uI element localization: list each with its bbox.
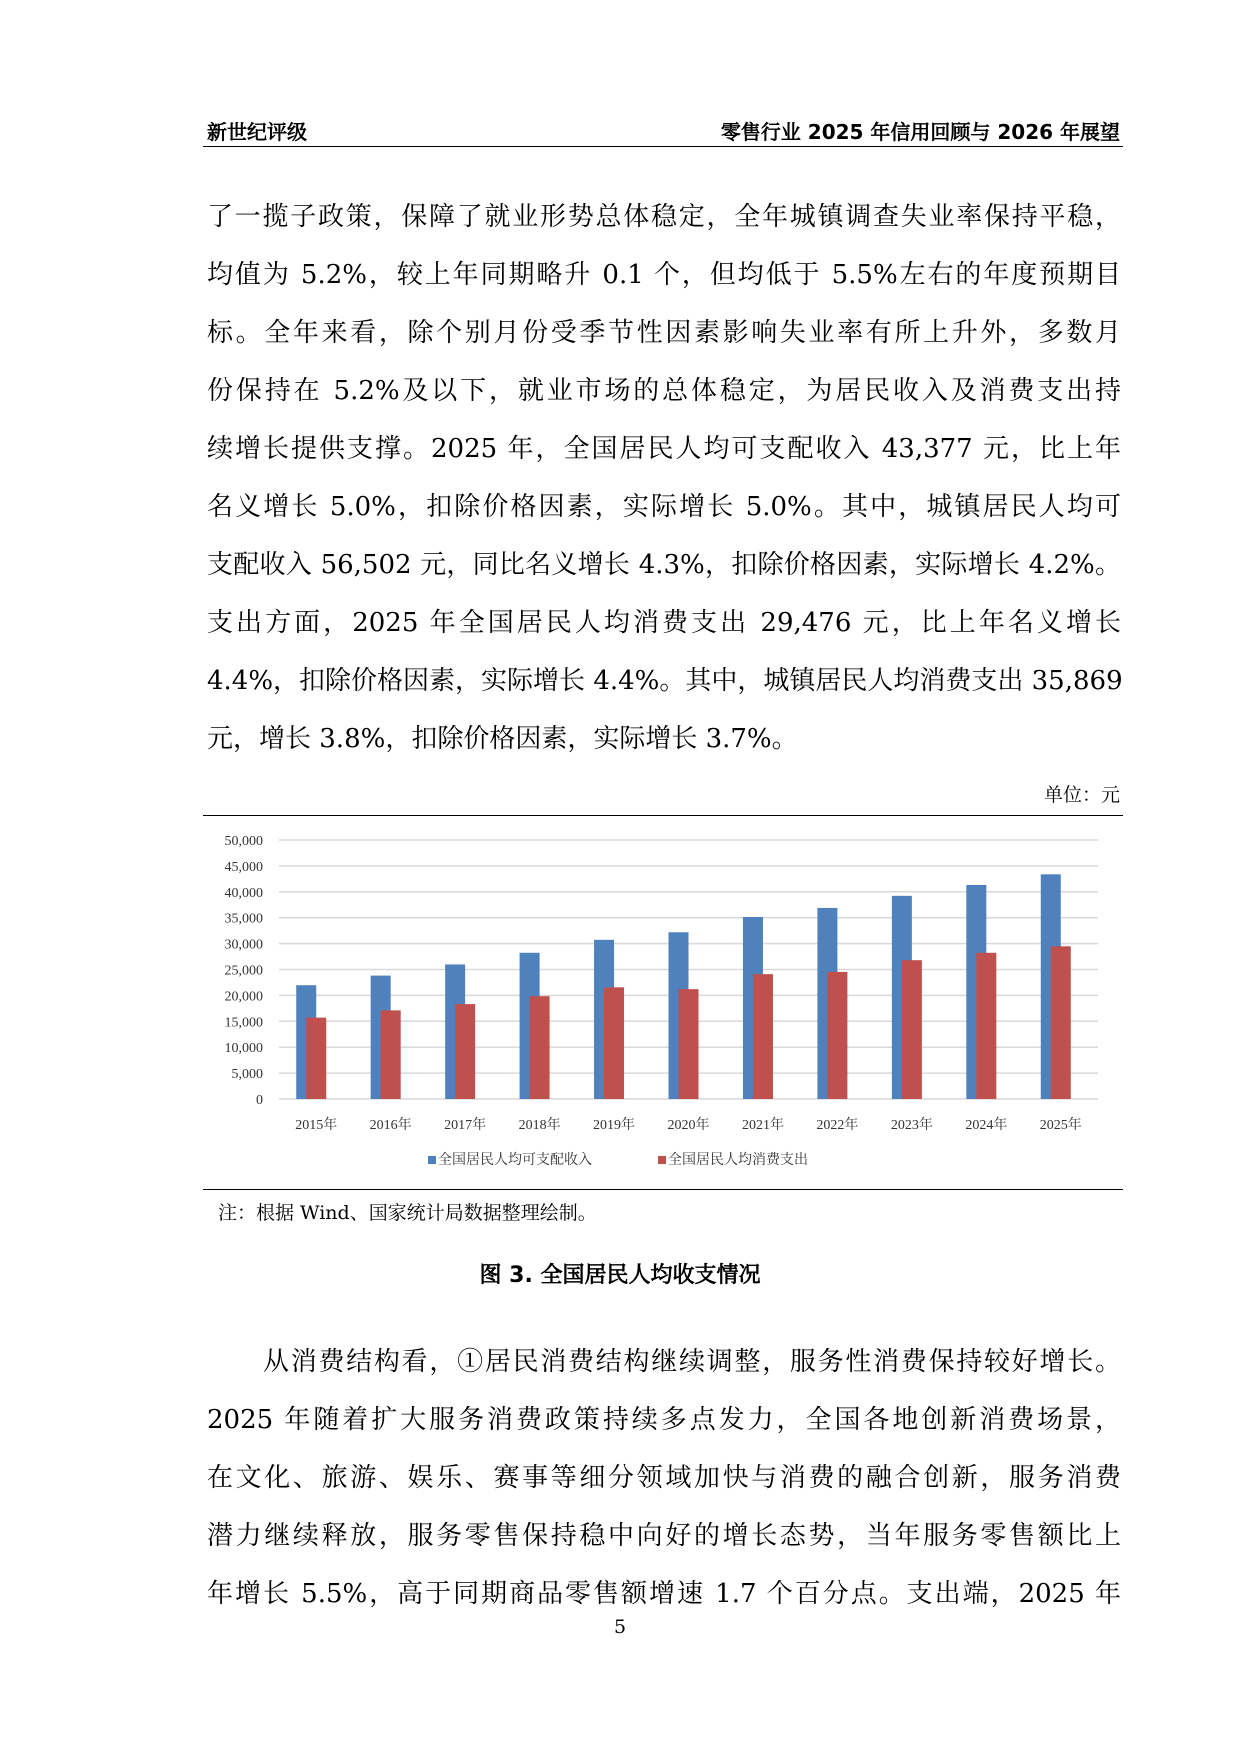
y-tick-label: 25,000 (224, 963, 263, 979)
y-tick-label: 20,000 (224, 989, 263, 1005)
expense-bar (306, 1018, 326, 1099)
x-tick-label: 2023年 (890, 1118, 933, 1133)
figure-caption: 图 3. 全国居民人均收支情况 (479, 1263, 761, 1288)
legend-swatch (428, 1156, 436, 1164)
x-tick-label: 2024年 (965, 1118, 1008, 1133)
y-tick-label: 30,000 (224, 937, 263, 953)
x-tick-label: 2020年 (667, 1118, 710, 1133)
text-line: 元，增长 3.8%，扣除价格因素，实际增长 3.7%。 (207, 724, 798, 754)
legend-label: 全国居民人均可支配收入 (438, 1153, 592, 1168)
header-rule (203, 146, 1123, 147)
text-line: 4.4%，扣除价格因素，实际增长 4.4%。其中，城镇居民人均消费支出 35,869 (207, 666, 1123, 696)
y-tick-label: 10,000 (224, 1041, 263, 1057)
header-title: 零售行业 2025 年信用回顾与 2026 年展望 (720, 120, 1120, 144)
x-tick-label: 2025年 (1039, 1118, 1082, 1133)
x-tick-label: 2016年 (369, 1118, 412, 1133)
expense-bar (902, 960, 922, 1099)
x-tick-label: 2015年 (295, 1118, 338, 1133)
chart-top-rule (203, 815, 1123, 816)
legend-label: 全国居民人均消费支出 (668, 1153, 808, 1168)
page-number: 5 (613, 1616, 627, 1638)
expense-bar (530, 996, 550, 1099)
text-line: 从消费结构看，①居民消费结构继续调整，服务性消费保持较好增长。 (263, 1347, 1121, 1377)
expense-bar (827, 972, 847, 1099)
expense-bar (679, 989, 699, 1099)
y-tick-label: 45,000 (224, 859, 263, 875)
text-line: 名义增长 5.0%，扣除价格因素，实际增长 5.0%。其中，城镇居民人均可 (207, 492, 1121, 522)
legend-swatch (658, 1156, 666, 1164)
text-line: 了一揽子政策，保障了就业形势总体稳定，全年城镇调查失业率保持平稳， (207, 202, 1121, 232)
expense-bar (753, 974, 773, 1099)
expense-bar (604, 987, 624, 1099)
expense-bar (381, 1010, 401, 1099)
chart-note: 注：根据 Wind、国家统计局数据整理绘制。 (218, 1202, 597, 1224)
text-line: 支出方面，2025 年全国居民人均消费支出 29,476 元，比上年名义增长 (207, 608, 1121, 638)
text-line: 续增长提供支撑。2025 年，全国居民人均可支配收入 43,377 元，比上年 (207, 434, 1121, 464)
y-tick-label: 35,000 (224, 911, 263, 927)
text-line: 均值为 5.2%，较上年同期略升 0.1 个，但均低于 5.5%左右的年度预期目 (207, 260, 1121, 290)
text-line: 潜力继续释放，服务零售保持稳中向好的增长态势，当年服务零售额比上 (207, 1521, 1121, 1551)
text-line: 标。全年来看，除个别月份受季节性因素影响失业率有所上升外，多数月 (207, 318, 1121, 348)
y-tick-label: 5,000 (231, 1067, 263, 1083)
text-line: 2025 年随着扩大服务消费政策持续多点发力，全国各地创新消费场景， (207, 1405, 1121, 1435)
x-tick-label: 2019年 (593, 1118, 636, 1133)
header-org: 新世纪评级 (207, 120, 307, 144)
x-tick-label: 2022年 (816, 1118, 859, 1133)
y-tick-label: 15,000 (224, 1015, 263, 1031)
x-tick-label: 2021年 (741, 1118, 784, 1133)
expense-bar (455, 1004, 475, 1099)
text-line: 年增长 5.5%，高于同期商品零售额增速 1.7 个百分点。支出端，2025 年 (207, 1579, 1121, 1609)
y-tick-label: 0 (256, 1093, 263, 1108)
expense-bar (1051, 946, 1071, 1099)
x-tick-label: 2018年 (518, 1118, 561, 1133)
bar-chart (203, 820, 1123, 1190)
expense-bar (976, 953, 996, 1099)
chart-bottom-rule (203, 1189, 1123, 1190)
y-tick-label: 50,000 (224, 834, 263, 849)
y-tick-label: 40,000 (224, 885, 263, 901)
text-line: 支配收入 56,502 元，同比名义增长 4.3%，扣除价格因素，实际增长 4.2%。 (207, 550, 1121, 580)
unit-label: 单位：元 (1043, 784, 1120, 806)
x-tick-label: 2017年 (444, 1118, 487, 1133)
text-line: 份保持在 5.2%及以下，就业市场的总体稳定，为居民收入及消费支出持 (207, 376, 1121, 406)
text-line: 在文化、旅游、娱乐、赛事等细分领域加快与消费的融合创新，服务消费 (207, 1463, 1121, 1493)
